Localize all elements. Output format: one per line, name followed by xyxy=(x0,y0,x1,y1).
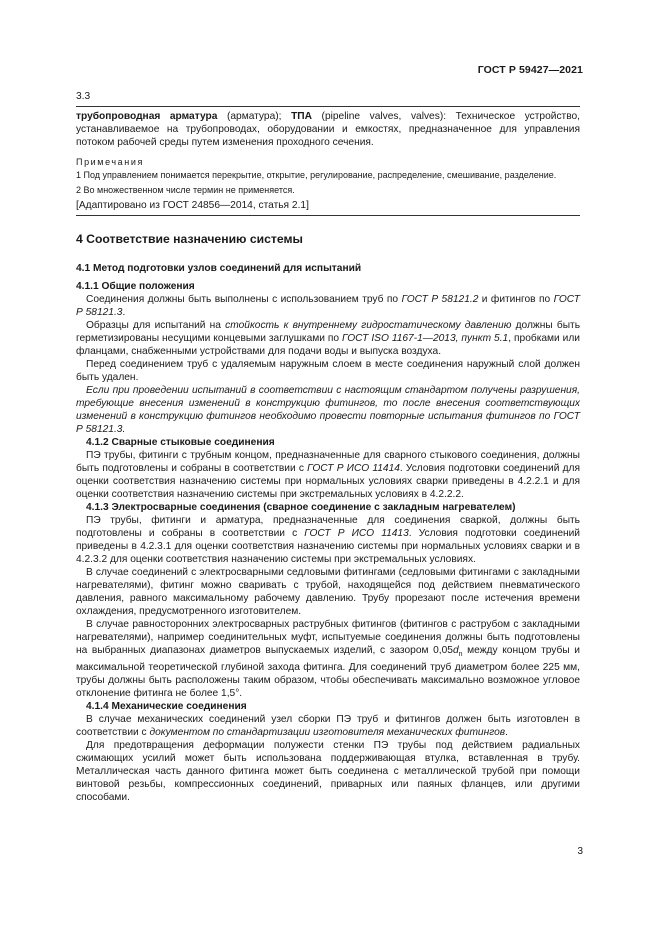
section-4-1-3-title xyxy=(76,501,580,514)
emphasis: стойкость к внутреннему гидростатическому давлению xyxy=(225,320,512,331)
text: . Условия подготовки соединений приведены в 4.2.3.1 для оценки соответствия назначению системы при нормальных условиях сварки и в 4.2.3.2 для оценки соответствия назначению системы при экстремальных условиях. xyxy=(76,528,580,565)
reference: ГОСТ Р 58121.3 xyxy=(76,294,580,318)
section-4-title: 4 Соответствие назначению системы xyxy=(76,232,303,246)
paragraph-4-1-3-2: В случае соединений с электросварными седловыми фитингами (седловыми фитингами с закладными нагревателями), фитинг можно сваривать с трубой, находящейся под действием пневматического давления, равного максимальному рабочему давлению. Трубу прорезают после истечения времени охлаждения, предусмотренного изготовителем. xyxy=(76,567,580,617)
text: . xyxy=(505,727,508,739)
paragraph-4-1-4-1 xyxy=(76,713,580,739)
reference: ГОСТ Р ИСО 11414 xyxy=(307,463,400,474)
reference: ГОСТ Р 58121.2 xyxy=(401,294,479,305)
term-number: 3.3 xyxy=(76,91,91,102)
text: ПЭ трубы, фитинги и арматура, предназначенные для соединения сваркой, должны быть подготовлены и собраны в соответствии с xyxy=(76,515,580,539)
reference: ГОСТ Р ИСО 11413 xyxy=(304,528,409,539)
text: должны быть герметизированы несущими концевыми заглушками по xyxy=(76,320,581,344)
text: и фитингов по xyxy=(478,294,554,305)
section-4-1-1-title: 4.1.1 Общие положения xyxy=(76,281,195,292)
paragraph-4-1-4-2: Для предотвращения деформации полужести стенки ПЭ трубы под действием радиальных сжимающих усилий может быть использована поддерживающая втулка, вставленная в трубу. Металлическая часть данного фитинга может быть соединена с металлической трубой при помощи винтовой резьбы, компрессионных соединений, приварных или паяных фланцев, или другими способами. xyxy=(76,740,580,804)
term-abbr: ТПА xyxy=(291,111,312,122)
text: . xyxy=(122,307,126,318)
paragraph-4-1-1-4: Если при проведении испытаний в соответствии с настоящим стандартом получены разрушения, требующие внесения изменений в конструкцию фитингов, то после внесения соответствующих изменений в конструкцию фитингов необходимо провести повторные испытания фитингов по ГОСТ Р 58121.3. xyxy=(76,385,580,435)
term-definition xyxy=(76,110,580,149)
title-text: 4.1.3 Электросварные соединения (сварное соединение с закладным нагревателем) xyxy=(86,502,516,513)
term-name: трубопроводная арматура xyxy=(76,111,218,122)
page-content xyxy=(76,90,580,804)
text: между концом трубы и максимальной теоретической глубиной захода фитинга. Для соединений труб диаметром более 225 мм, трубы должны быть расположены таким образом, чтобы обеспечивать максимально возможное угловое отклонение фитинга не более 1,5°. xyxy=(76,645,580,700)
section-4-1-4-title xyxy=(76,700,580,713)
text: Соединения должны быть выполнены с использованием труб по xyxy=(86,294,402,305)
text: ПЭ трубы, фитинги с трубным концом, предназначенные для сварного стыкового соединения, должны быть подготовлены и собраны в соответствии с xyxy=(76,450,580,474)
standard-header: ГОСТ Р 59427—2021 xyxy=(477,64,583,76)
subscript-n: n xyxy=(458,651,463,659)
text: . Условия подготовки соединений для оценки соответствия назначению системы при нормальных условиях сварки приведены в 4.2.2.1 и для оценки соответствия назначению системы при экстремальных условиях в 4.2.2.2. xyxy=(76,463,580,500)
term-box xyxy=(76,106,580,216)
paragraph-4-1-1-2 xyxy=(76,319,580,358)
text: , пробками или фланцами, снабженными устройствами для подачи воды и выпуска воздуха. xyxy=(76,333,580,357)
text: В случае механических соединений узел сборки ПЭ труб и фитингов должен быть изготовлен в соответствии с xyxy=(76,714,580,739)
paragraph-4-1-1-3: Перед соединением труб с удаляемым наружным слоем в месте соединения наружный слой должен быть удален. xyxy=(76,359,580,383)
term-definition-text: (pipeline valves, valves): Техническое устройство, устанавливаемое на трубопроводах, оборудовании и емкостях, предназначенное для управления потоком рабочей среды путем изменения проходного сечения. xyxy=(76,111,581,148)
paragraph-4-1-3-1 xyxy=(76,514,580,566)
paragraph-4-1-2-1 xyxy=(76,449,580,501)
title-text: 4.1.4 Механические соединения xyxy=(86,701,247,713)
text: В случае равносторонних электросварных раструбных фитингов (фитингов с раструбом с закладными нагревателями), например соединительных муфт, испытуемые соединения должны быть подготовлены на выбранных диапазонах диаметров выпускаемых изделий, с зазором 0,05 xyxy=(76,619,580,656)
term-abbr-paren: (арматура); xyxy=(217,111,292,122)
reference: документом по стандартизации изготовителя механических фитингов xyxy=(149,727,506,739)
note-2: 2 Во множественном числе термин не применяется. xyxy=(76,184,295,195)
paragraph-4-1-1-1 xyxy=(76,293,580,319)
section-4-1-title: 4.1 Метод подготовки узлов соединений для испытаний xyxy=(76,263,362,274)
text: Образцы для испытаний на xyxy=(86,320,226,331)
reference: ГОСТ ISO 1167-1—2013, пункт 5.1 xyxy=(342,333,509,344)
adapted-source: [Адаптировано из ГОСТ 24856—2014, статья 2.1] xyxy=(76,200,309,211)
paragraph-4-1-3-3 xyxy=(76,618,580,700)
note-1: 1 Под управлением понимается перекрытие, открытие, регулирование, распределение, смешивание, разделение. xyxy=(76,170,557,180)
section-4-1-2-title xyxy=(76,436,580,449)
page-number: 3 xyxy=(577,846,583,857)
symbol-d: d xyxy=(452,645,459,656)
title-text: 4.1.2 Сварные стыковые соединения xyxy=(86,437,275,448)
notes-title: Примечания xyxy=(76,157,144,167)
